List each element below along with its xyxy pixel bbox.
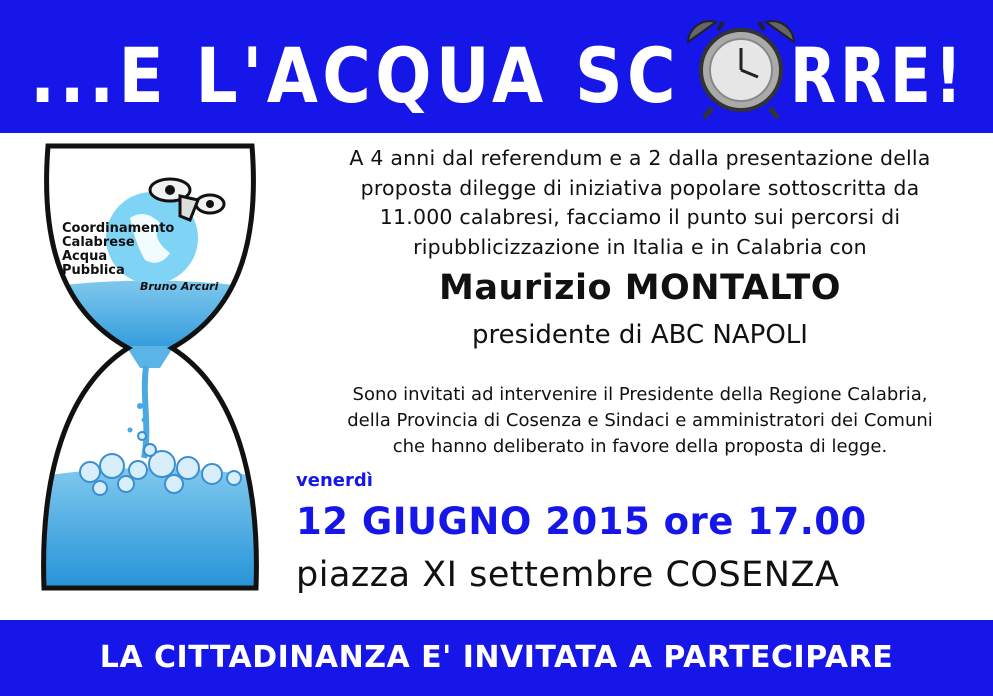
invite-line: della Provincia di Cosenza e Sindaci e amministratori dei Comuni: [347, 410, 933, 431]
title-part2: RRE!: [790, 31, 966, 120]
event-day: venerdì: [296, 470, 373, 491]
logo-line1: Coordinamento: [62, 221, 175, 236]
invite-line: Sono invitati ad intervenire il Presidente della Regione Calabria,: [352, 384, 928, 405]
title: [0, 14, 993, 124]
intro-line: 11.000 calabresi, facciamo il punto sui percorsi di: [379, 205, 901, 229]
logo-signature: Bruno Arcuri: [140, 280, 219, 293]
event-date: 12 GIUGNO 2015 ore 17.00: [296, 500, 867, 543]
bottom-banner: [0, 620, 993, 696]
logo-line2: Calabrese: [62, 235, 135, 250]
footer-text: LA CITTADINANZA E' INVITATA A PARTECIPARE: [99, 640, 894, 675]
title-part1: ...E L'ACQUA SC: [30, 31, 680, 120]
speaker-role: presidente di ABC NAPOLI: [472, 320, 808, 350]
invite-line: che hanno deliberato in favore della proposta di legge.: [392, 436, 888, 457]
intro-line: ripubblicizzazione in Italia e in Calabria con: [413, 234, 867, 259]
alarm-clock-icon: [688, 21, 794, 118]
logo-line3: Acqua: [62, 249, 108, 264]
invite-paragraph: [295, 382, 985, 460]
logo-line4: Pubblica: [62, 263, 125, 278]
speaker-name: Maurizio MONTALTO: [439, 268, 841, 308]
intro-paragraph: [295, 144, 985, 262]
intro-line: A 4 anni dal referendum e a 2 dalla presentazione della: [349, 146, 931, 170]
intro-line: proposta dilegge di iniziativa popolare sottoscritta da: [360, 175, 920, 200]
hourglass-logo: [20, 138, 280, 600]
event-place: piazza XI settembre COSENZA: [296, 555, 840, 595]
